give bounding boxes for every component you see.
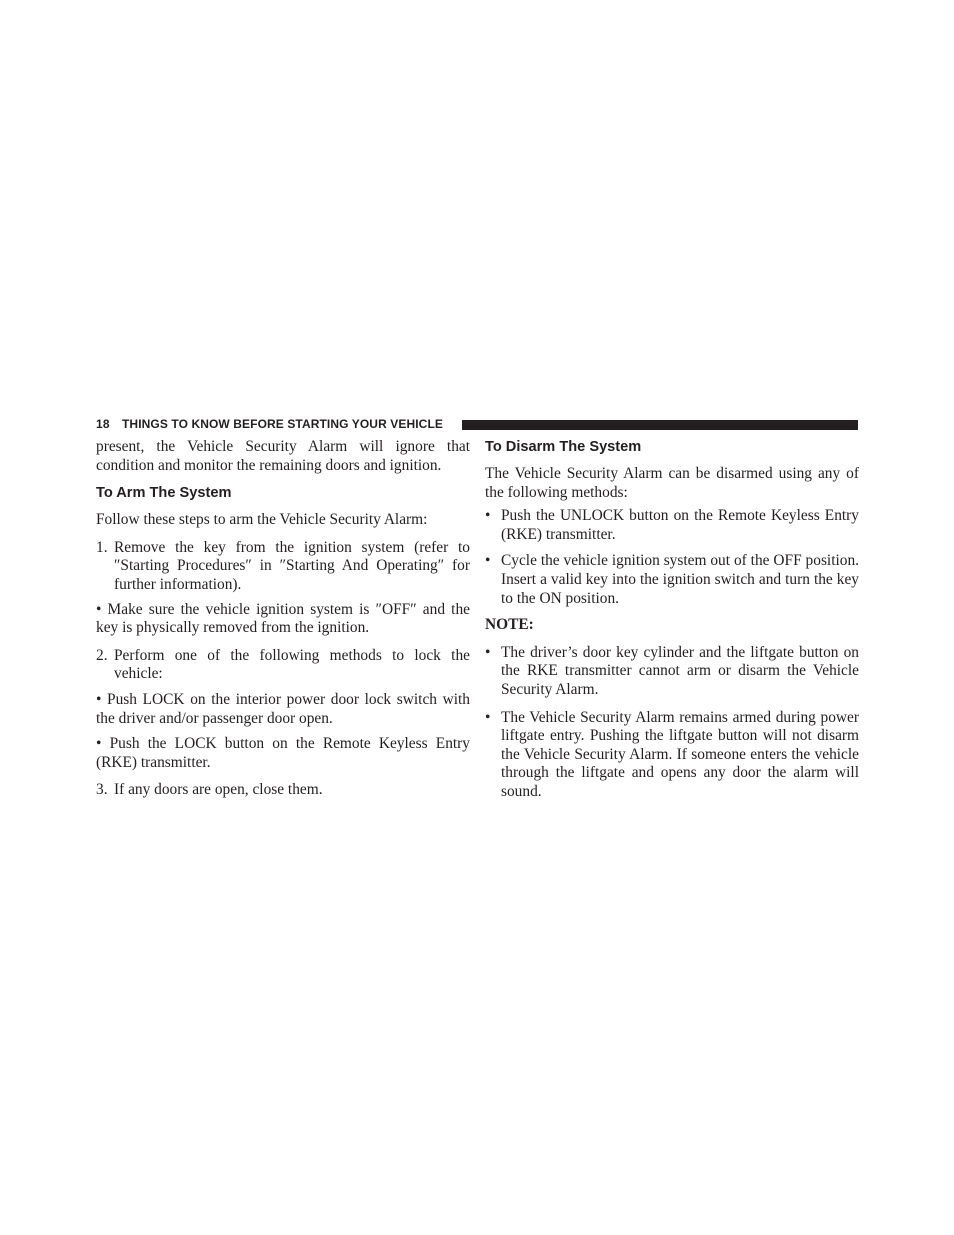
arm-step-3 [96, 781, 470, 800]
note-bullet-2 [485, 709, 859, 802]
bullet-mark: • [485, 708, 491, 726]
disarm-bullet-2 [485, 552, 859, 608]
section-title: THINGS TO KNOW BEFORE STARTING YOUR VEHICLE [122, 417, 443, 431]
arm-intro: Follow these steps to arm the Vehicle Security Alarm: [96, 511, 428, 529]
arm-bullet-1: • Make sure the vehicle ignition system is ″OFF″ and the key is physically removed from the ignition. [96, 600, 470, 637]
step-text: Remove the key from the ignition system (refer to ″Starting Procedures″ in ″Starting And Operating″ for further information). [114, 538, 470, 593]
note-label: NOTE: [485, 616, 534, 634]
left-column [96, 438, 470, 800]
bullet-text: Push the UNLOCK button on the Remote Keyless Entry (RKE) transmitter. [501, 507, 859, 543]
disarm-bullet-1 [485, 507, 859, 544]
step-number: 2. [96, 646, 108, 664]
bullet-mark: • [485, 643, 491, 661]
right-column [485, 438, 859, 802]
step-number: 1. [96, 538, 108, 556]
bullet-text: Cycle the vehicle ignition system out of the OFF position. Insert a valid key into the ignition switch and turn the key to the ON position. [501, 552, 859, 607]
arm-bullet-3: • Push the LOCK button on the Remote Keyless Entry (RKE) transmitter. [96, 735, 470, 771]
step-text: Perform one of the following methods to lock the vehicle: [114, 646, 470, 683]
step-text: If any doors are open, close them. [114, 781, 323, 799]
bullet-text: The Vehicle Security Alarm remains armed during power liftgate entry. Pushing the liftgate button will not disarm the Vehicle Security Alarm. If someone enters the vehicle through the liftgate and opens any door the alarm will sound. [501, 708, 859, 800]
bullet-mark: • [485, 552, 491, 570]
arm-bullet-2: • Push LOCK on the interior power door lock switch with the driver and/or passenger door open. [96, 690, 470, 727]
bullet-text: The driver’s door key cylinder and the liftgate button on the RKE transmitter cannot arm or disarm the Vehicle Security Alarm. [501, 643, 859, 698]
header-rule [462, 420, 858, 430]
page-header [96, 416, 858, 432]
bullet-mark: • [485, 507, 491, 525]
continuation-paragraph: present, the Vehicle Security Alarm will ignore that condition and monitor the remaining doors and ignition. [96, 438, 470, 474]
arm-step-1 [96, 539, 470, 595]
page-number: 18 [96, 417, 110, 431]
step-number: 3. [96, 781, 108, 799]
disarm-heading: To Disarm The System [485, 439, 642, 455]
arm-step-2 [96, 647, 470, 684]
arm-heading: To Arm The System [96, 485, 232, 502]
note-bullet-1 [485, 644, 859, 700]
disarm-intro: The Vehicle Security Alarm can be disarmed using any of the following methods: [485, 465, 859, 501]
